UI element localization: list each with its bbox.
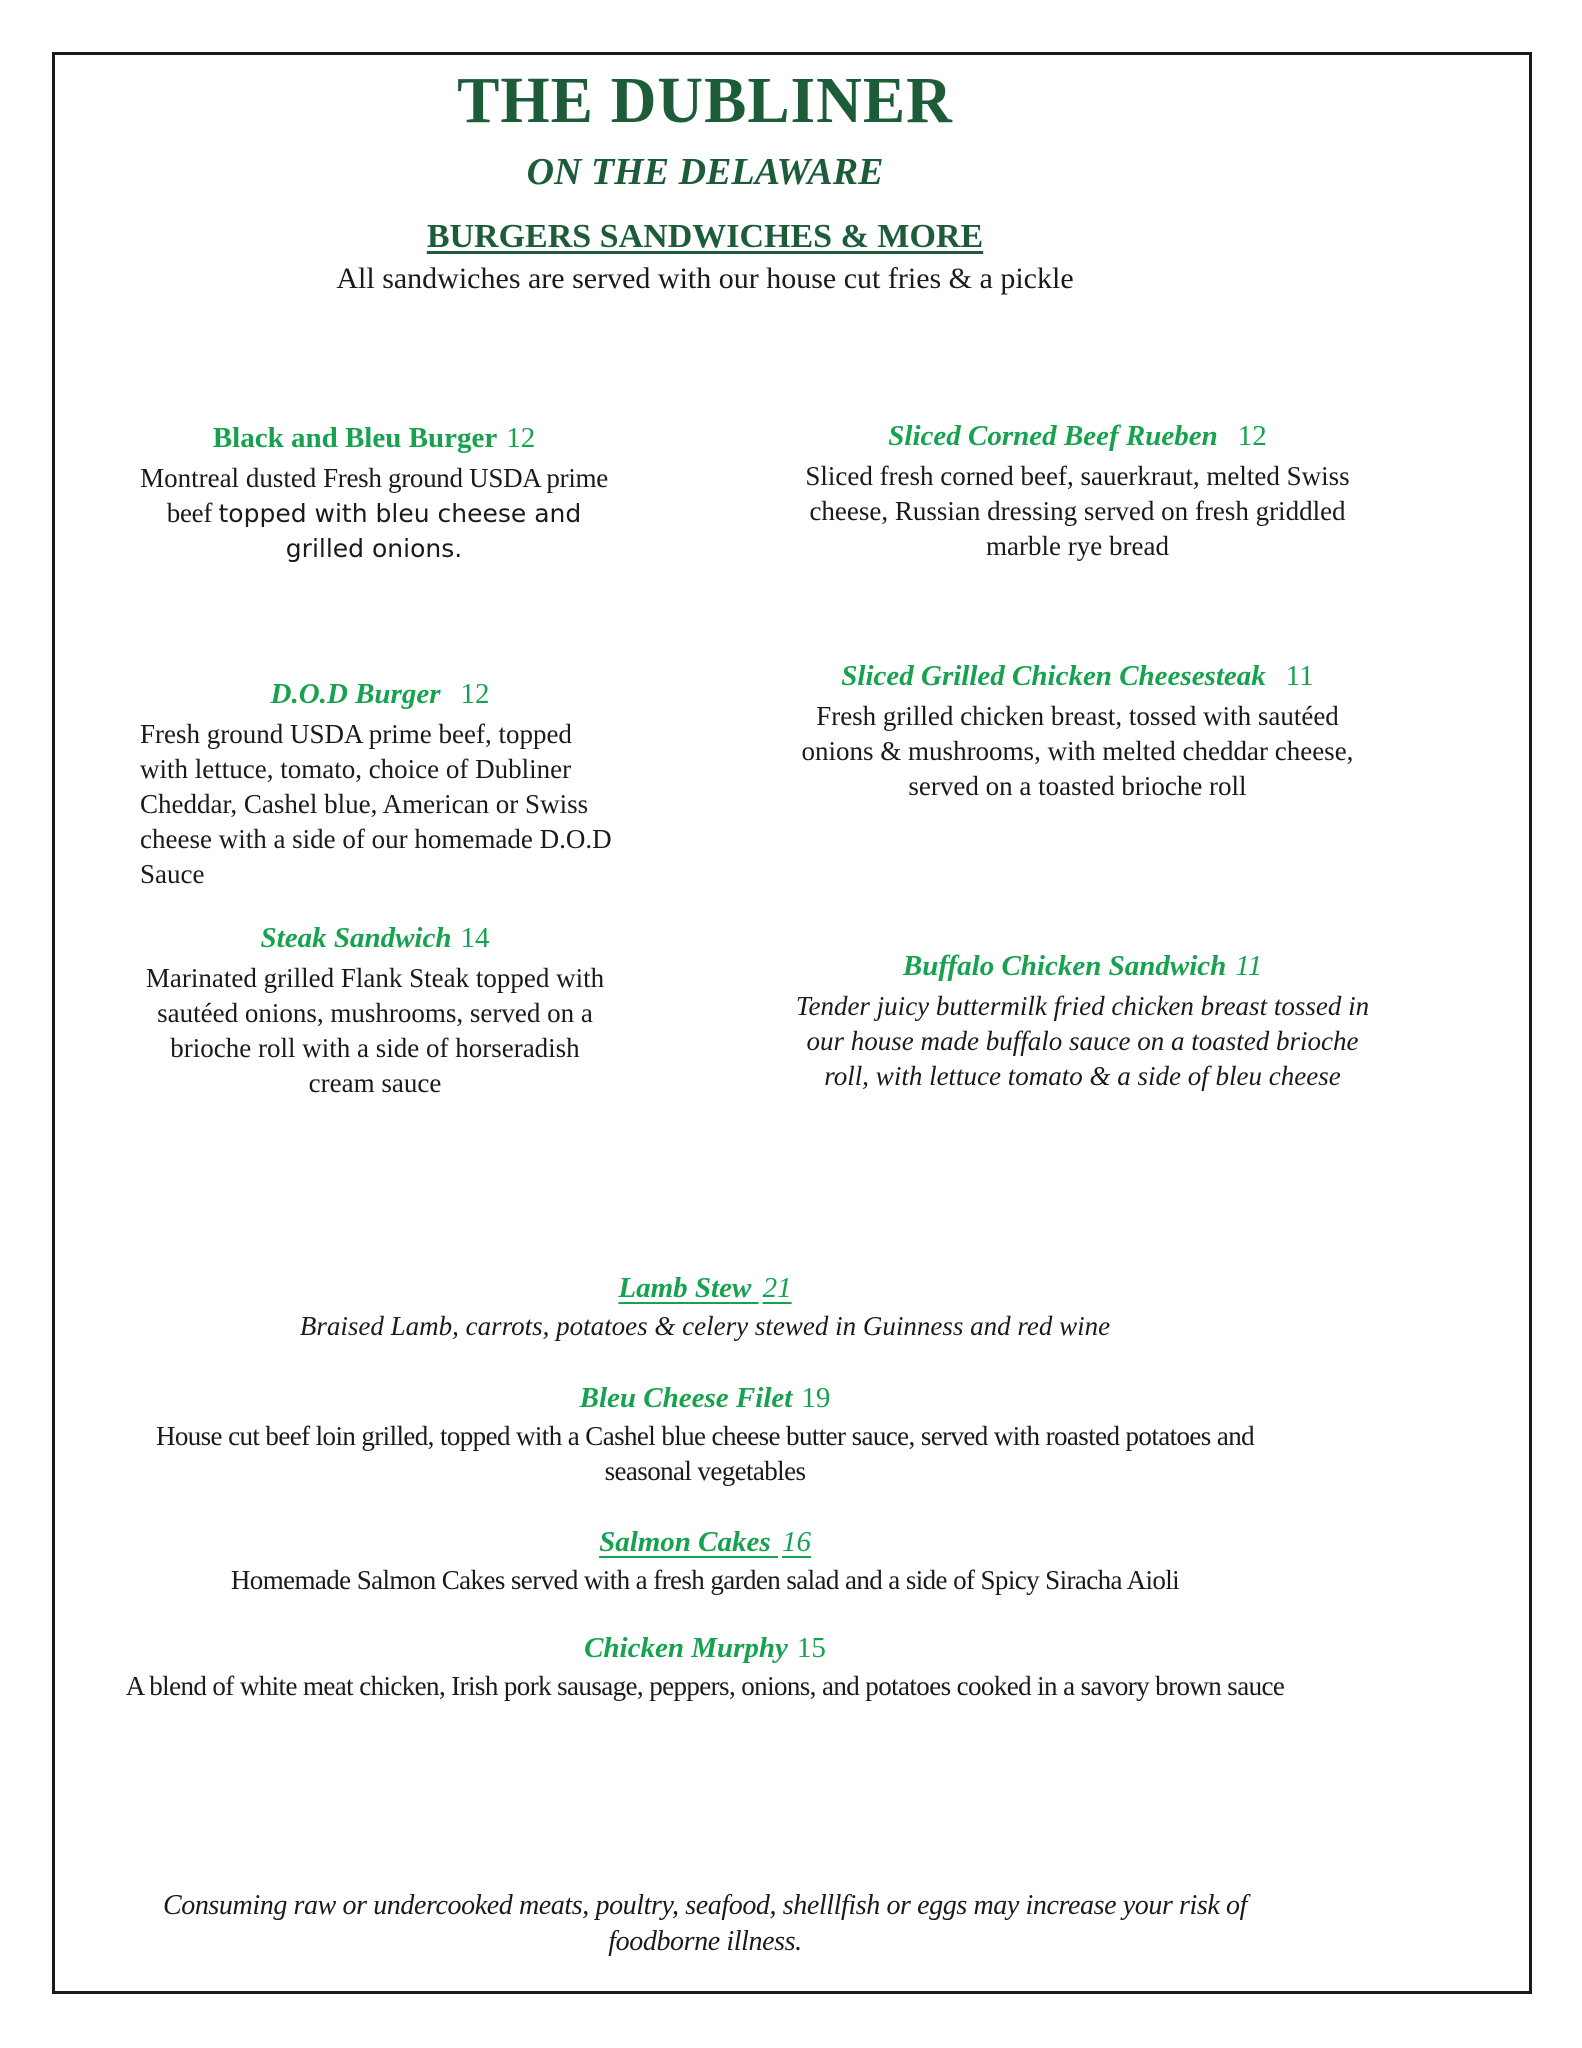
restaurant-tagline: ON THE DELAWARE xyxy=(526,151,884,193)
item-name: Black and Bleu Burger xyxy=(212,422,498,454)
section-heading-text: BURGERS SANDWICHES & MORE xyxy=(426,218,984,255)
item-name: Salmon Cakes xyxy=(599,1526,771,1558)
item-title xyxy=(140,922,610,955)
item-title xyxy=(125,1272,1285,1305)
item-price: 12 xyxy=(506,422,536,454)
menu-item-steak-sandwich xyxy=(140,922,610,1101)
item-description: Marinated grilled Flank Steak topped with sautéed onions, mushrooms, served on a brioche roll with a side of horseradish cream sauce xyxy=(145,963,605,1099)
description-segment: Montreal dusted xyxy=(140,463,324,494)
item-name: Bleu Cheese Filet xyxy=(579,1382,793,1414)
item-title xyxy=(140,678,620,711)
restaurant-name: THE DUBLINER xyxy=(457,64,953,137)
item-name: Chicken Murphy xyxy=(584,1632,788,1664)
menu-item-sliced-grilled-chicken-cheesesteak xyxy=(795,660,1360,804)
menu-item-salmon-cakes xyxy=(125,1526,1285,1598)
item-title xyxy=(125,1526,1285,1559)
section-note: All sandwiches are served with our house cut fries & a pickle xyxy=(336,262,1074,295)
item-description: Sliced fresh corned beef, sauerkraut, melted Swiss cheese, Russian dressing served on fresh griddled marble rye bread xyxy=(805,461,1350,562)
section-heading xyxy=(90,218,1320,256)
item-name: Sliced Grilled Chicken Cheesesteak xyxy=(841,660,1266,692)
item-price: 19 xyxy=(801,1382,831,1414)
menu-item-sliced-corned-beef-rueben xyxy=(795,420,1360,564)
menu-item-dod-burger xyxy=(140,678,620,892)
item-title xyxy=(125,1632,1285,1665)
item-description xyxy=(140,461,608,566)
item-price: 12 xyxy=(460,678,490,710)
menu-item-buffalo-chicken-sandwich xyxy=(795,950,1370,1094)
menu-item-black-and-bleu-burger xyxy=(140,422,608,566)
item-description: Braised Lamb, carrots, potatoes & celery stewed in Guinness and red wine xyxy=(299,1311,1111,1342)
item-description: Tender juicy buttermilk fried chicken breast tossed in our house made buffalo sauce on a toasted brioche roll, with lettuce tomato & a side of bleu cheese xyxy=(795,991,1370,1092)
item-description: Fresh grilled chicken breast, tossed with sautéed onions & mushrooms, with melted cheddar cheese, served on a toasted brioche roll xyxy=(801,701,1354,802)
item-price: 15 xyxy=(796,1632,826,1664)
item-price: 11 xyxy=(1285,660,1314,692)
item-title xyxy=(795,950,1370,983)
item-name: Sliced Corned Beef Rueben xyxy=(888,420,1218,452)
item-price: 11 xyxy=(1235,950,1263,982)
item-name: Buffalo Chicken Sandwich xyxy=(902,950,1227,982)
description-segment: Fresh ground USDA prime beef xyxy=(166,463,608,529)
item-price: 12 xyxy=(1237,420,1267,452)
item-price: 14 xyxy=(460,922,490,954)
item-title xyxy=(795,420,1360,453)
menu-item-chicken-murphy xyxy=(125,1632,1285,1704)
item-name: Steak Sandwich xyxy=(260,922,452,954)
description-segment: topped with bleu cheese and grilled onions. xyxy=(218,499,582,564)
item-name: Lamb Stew xyxy=(618,1272,752,1304)
item-title xyxy=(140,422,608,455)
item-description: Fresh ground USDA prime beef, topped with lettuce, tomato, choice of Dubliner Cheddar, Cashel blue, American or Swiss cheese with a side of our homemade D.O.D Sauce xyxy=(140,719,612,890)
menu-item-lamb-stew xyxy=(125,1272,1285,1344)
item-description: House cut beef loin grilled, topped with a Cashel blue cheese butter sauce, served with roasted potatoes and seasonal vegetables xyxy=(155,1421,1255,1487)
item-description: Homemade Salmon Cakes served with a fresh garden salad and a side of Spicy Siracha Aioli xyxy=(230,1565,1180,1596)
item-price: 16 xyxy=(781,1526,811,1558)
allergy-disclaimer: Consuming raw or undercooked meats, poultry, seafood, shelllfish or eggs may increase your risk of foodborne illness. xyxy=(162,1890,1248,1957)
item-name: D.O.D Burger xyxy=(270,678,441,710)
item-price: 21 xyxy=(762,1272,792,1304)
menu-item-bleu-cheese-filet xyxy=(125,1382,1285,1489)
item-description: A blend of white meat chicken, Irish pork sausage, peppers, onions, and potatoes cooked in a savory brown sauce xyxy=(125,1671,1285,1702)
item-title xyxy=(125,1382,1285,1415)
item-title xyxy=(795,660,1360,693)
